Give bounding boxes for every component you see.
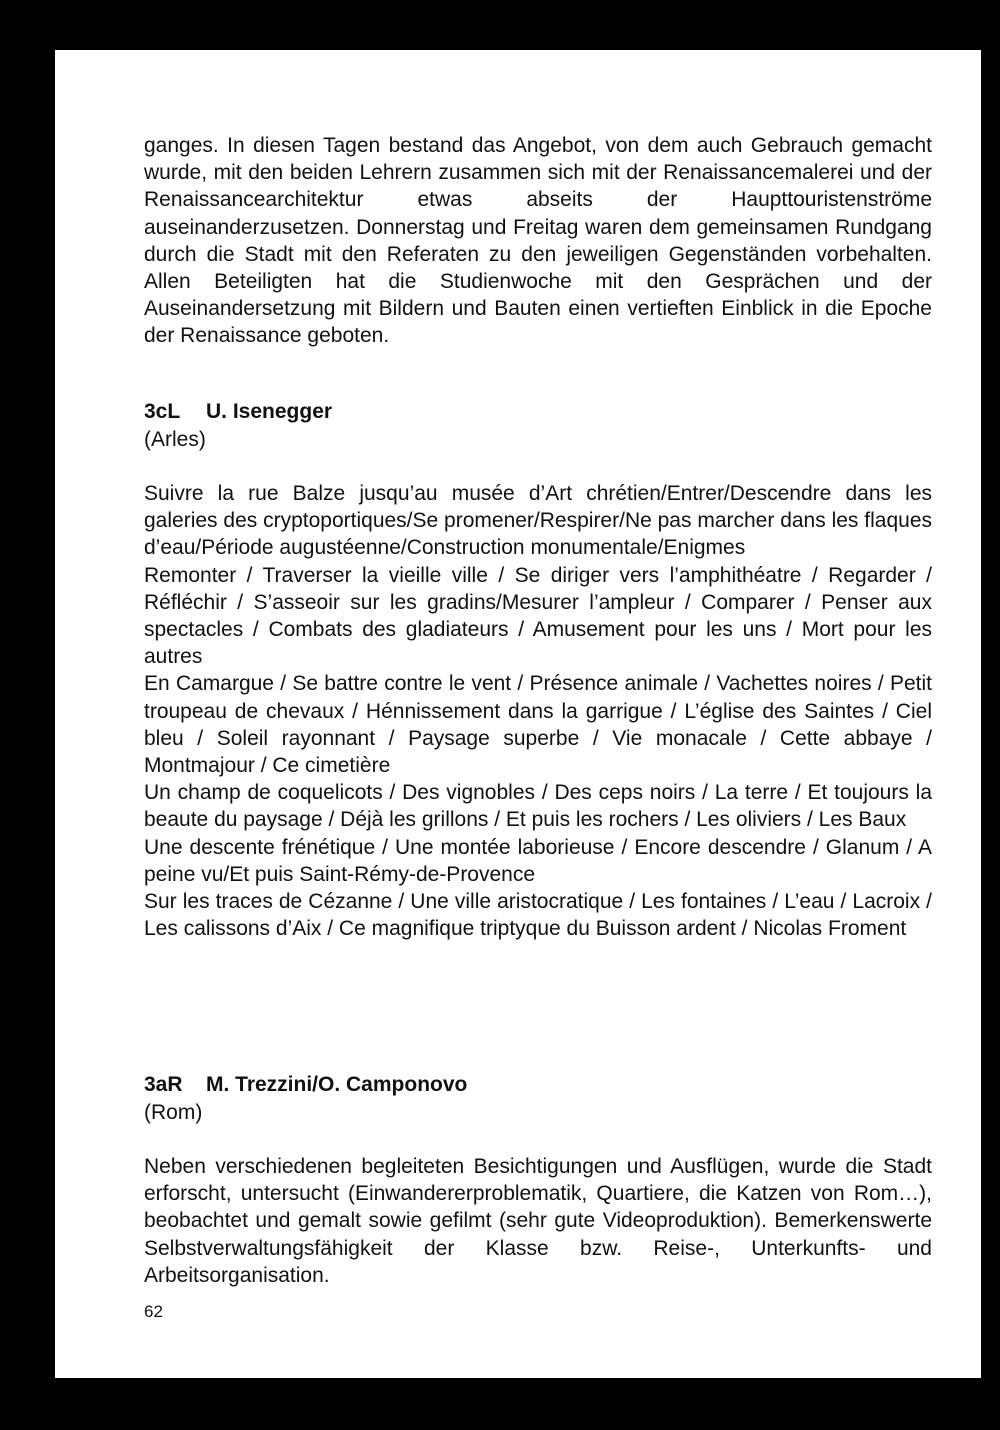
- section-body-arles: [144, 480, 932, 942]
- destination: (Rom): [144, 1101, 203, 1124]
- intro-text: ganges. In diesen Tagen bestand das Angebot, von dem auch Gebrauch gemacht wurde, mit den beiden Lehrern zusammen sich mit der Renaissancemalerei und der Renaissancearchitektur etwas abseits der Haupttouristenströme auseinanderzusetzen. Donnerstag und Freitag waren dem gemeinsamen Rundgang durch die Stadt mit den Referaten zu den jeweiligen Gegenständen vorbehalten. Allen Beteiligten hat die Studienwoche mit den Gesprächen und der Auseinandersetzung mit Bildern und Bauten einen vertieften Einblick in die Epoche der Renaissance geboten.: [144, 134, 932, 348]
- section-heading: [144, 398, 332, 425]
- body-paragraph: Neben verschiedenen begleiteten Besichtigungen und Ausflügen, wurde die Stadt erforscht, untersucht (Einwandererproblematik, Quartiere, die Katzen von Rom…), beobachtet und gemalt sowie gefilmt (sehr gute Videoproduktion). Bemerkenswerte Selbstverwaltungsfähigkeit der Klasse bzw. Reise-, Unterkunfts- und Arbeitsorganisation.: [144, 1155, 932, 1287]
- destination: (Arles): [144, 428, 206, 451]
- section-heading: [144, 1071, 467, 1098]
- intro-paragraph: [144, 132, 932, 350]
- body-paragraph: Un champ de coquelicots / Des vignobles / Des ceps noirs / La terre / Et toujours la beaute du paysage / Déjà les grillons / Et puis les rochers / Les oliviers / Les Baux: [144, 781, 932, 832]
- document-page: [55, 50, 981, 1378]
- class-code: 3aR: [144, 1073, 183, 1096]
- page-number: 62: [144, 1302, 163, 1321]
- teacher-name: U. Isenegger: [206, 400, 333, 423]
- section-body-rom: [144, 1153, 932, 1289]
- body-paragraph: Sur les traces de Cézanne / Une ville aristocratique / Les fontaines / L’eau / Lacroix / Les calissons d’Aix / Ce magnifique triptyque du Buisson ardent / Nicolas Froment: [144, 890, 932, 941]
- class-code: 3cL: [144, 400, 181, 423]
- teacher-name: M. Trezzini/O. Camponovo: [206, 1073, 468, 1096]
- body-paragraph: En Camargue / Se battre contre le vent / Présence animale / Vachettes noires / Petit troupeau de chevaux / Hénnissement dans la garrigue / L’église des Saintes / Ciel bleu / Soleil rayonnant / Paysage superbe / Vie monacale / Cette abbaye / Montmajour / Ce cimetière: [144, 672, 932, 778]
- body-paragraph: Une descente frénétique / Une montée laborieuse / Encore descendre / Glanum / A peine vu/Et puis Saint-Rémy-de-Provence: [144, 835, 932, 886]
- body-paragraph: Remonter / Traverser la vieille ville / Se diriger vers l’amphithéatre / Regarder / Réfléchir / S’asseoir sur les gradins/Mesurer l’ampleur / Comparer / Penser aux spectacles / Combats des gladiateurs / Amusement pour les uns / Mort pour les autres: [144, 563, 932, 669]
- body-paragraph: Suivre la rue Balze jusqu’au musée d’Art chrétien/Entrer/Descendre dans les galeries des cryptoportiques/Se promener/Respirer/Ne pas marcher dans les flaques d’eau/Période augustéenne/Construction monumentale/Enigmes: [144, 482, 932, 560]
